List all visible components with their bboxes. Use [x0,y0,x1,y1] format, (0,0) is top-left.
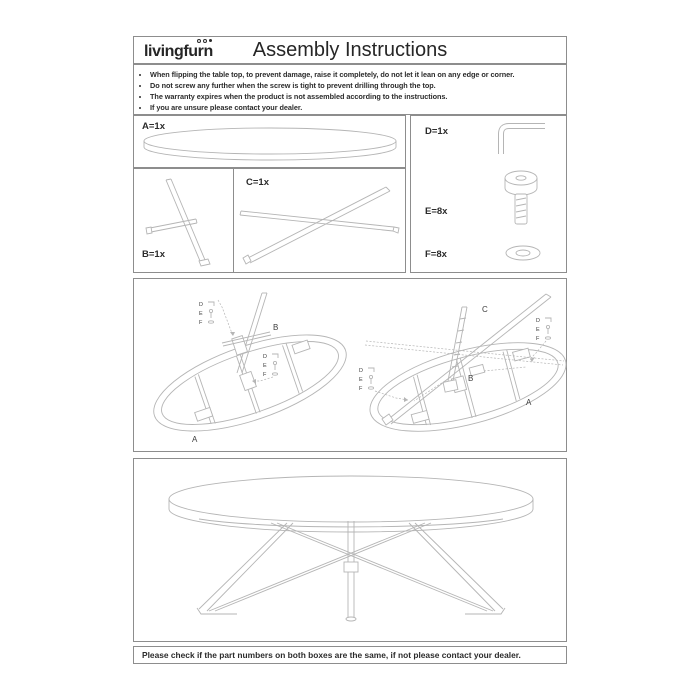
hardware-callout [359,368,408,402]
part-def-box [410,115,567,273]
mini-washer-icon [208,321,213,323]
mini-washer-icon [272,373,277,375]
mini-bolt-icon [209,309,212,318]
assembly-step1-illustration [142,281,360,449]
callout-e-label: E [263,363,267,369]
part-f-label: F=8x [425,249,447,260]
washer-icon [503,242,543,264]
warning-item: • When flipping the table top, to prevent damage, raise it completely, do not let it lean on any edge or corner. [150,69,564,80]
header-box [133,36,567,64]
part-d-label: D=1x [425,126,448,137]
mini-bolt-icon [273,361,276,370]
assembly-diagram-box [133,278,567,452]
warning-list [134,65,566,113]
part-b-box [133,168,234,273]
part-b-label: B=1x [142,249,165,260]
hardware-callout [252,354,278,384]
diagram-label-b: B [273,323,279,332]
leg-c-illustration [236,175,404,269]
allen-key-icon [493,120,549,156]
hardware-callout [530,318,551,362]
warning-item: • The warranty expires when the product is not assembled according to the instructions. [150,91,564,102]
callout-d-label: D [263,354,267,360]
assembled-table-illustration [141,463,561,639]
leg-b-illustration [136,173,232,269]
mini-allen-key-icon [545,318,551,322]
callout-d-label: D [199,302,203,308]
page-title: Assembly Instructions [252,39,448,61]
callout-e-label: E [536,327,540,333]
mini-washer-icon [368,387,373,389]
callout-f-label: F [199,320,203,326]
assembly-step2-illustration [356,281,574,449]
part-e-label: E=8x [425,206,448,217]
footer-note: Please check if the part numbers on both boxes are the same, if not please contact your dealer. [142,650,521,660]
part-a-box [133,115,406,168]
warning-box [133,64,567,115]
callout-d-label: D [536,318,540,324]
callout-f-label: F [536,336,540,342]
callout-f-label: F [263,372,267,378]
mini-bolt-icon [369,375,372,384]
part-c-label: C=1x [246,177,269,188]
mini-bolt-icon [546,325,549,334]
assembled-table-box [133,458,567,642]
brand-logo-text: livingfurn [144,43,213,60]
warning-item: • If you are unsure please contact your dealer. [150,102,564,113]
diagram-label-b: B [468,374,474,383]
callout-e-label: E [199,311,203,317]
callout-d-label: D [359,368,363,374]
diagram-label-a: A [526,398,532,407]
part-c-box [233,168,406,273]
diagram-label-c: C [482,305,488,314]
mini-allen-key-icon [272,354,278,358]
bolt-icon [499,168,543,230]
mini-allen-key-icon [368,368,374,372]
diagram-label-a: A [192,435,198,444]
table-top-illustration [138,122,402,167]
callout-e-label: E [359,377,363,383]
mini-washer-icon [545,337,550,339]
footer-note-box [133,646,567,664]
part-a-label: A=1x [142,121,165,132]
hardware-callout [199,300,235,336]
mini-allen-key-icon [208,302,214,306]
leg-c [365,294,564,425]
warning-item: • Do not screw any further when the screw is tight to prevent drilling through the top. [150,80,564,91]
callout-f-label: F [359,386,363,392]
